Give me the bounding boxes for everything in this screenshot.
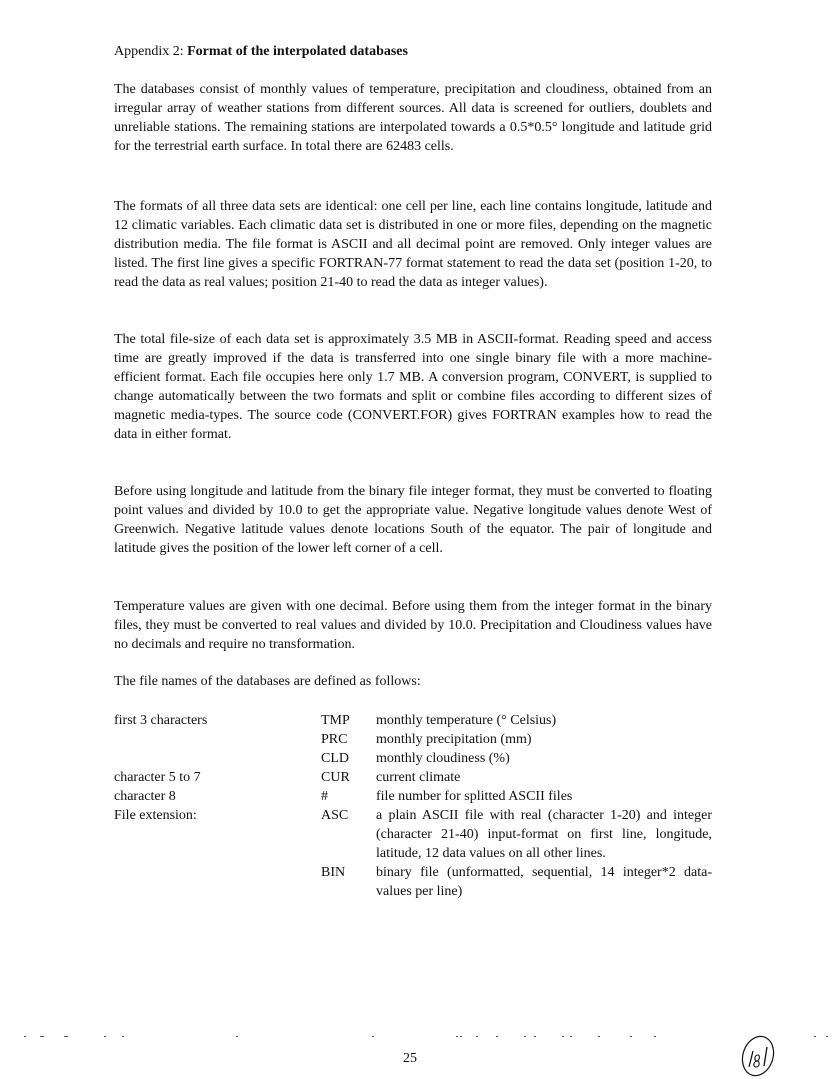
file-name-definition-table bbox=[114, 711, 714, 901]
heading-prefix: Appendix 2: bbox=[114, 44, 188, 59]
code-label: PRC bbox=[321, 732, 348, 747]
table-row bbox=[114, 863, 714, 901]
code-label: TMP bbox=[321, 713, 350, 728]
table-row bbox=[114, 730, 714, 749]
table-row bbox=[114, 711, 714, 730]
position-label: File extension: bbox=[114, 808, 197, 823]
heading-title: Format of the interpolated databases bbox=[187, 44, 408, 59]
code-description: current climate bbox=[376, 770, 461, 785]
paragraph-file-names-intro: The file names of the databases are defined as follows: bbox=[114, 674, 421, 689]
paragraph-file-format: The formats of all three data sets are identical: one cell per line, each line contains longitude, latitude and 12 climatic variables. Each climatic data set is distributed in one or more files, depending on the magnetic distribution media. The file format is ASCII and all decimal point are removed. Only integer values are listed. The first line gives a specific FORTRAN-77 format statement to read the data set (position 1-20, to read the data as real values; position 21-40 to read the data as integer values). bbox=[114, 199, 712, 290]
code-description: monthly temperature (° Celsius) bbox=[376, 713, 557, 728]
code-description: a plain ASCII file with real (character 1-20) and integer (character 21-40) input-format on first line, longitude, latitude, 12 data values on all other lines. bbox=[376, 808, 712, 861]
table-row bbox=[114, 806, 714, 863]
handwritten-page-stamp-icon bbox=[737, 1033, 779, 1079]
appendix-heading bbox=[114, 42, 408, 62]
table-row bbox=[114, 749, 714, 768]
paragraph-database-overview: The databases consist of monthly values of temperature, precipitation and cloudiness, obtained from an irregular array of weather stations from different sources. All data is screened for outliers, doublets and unreliable stations. The remaining stations are interpolated towards a 0.5*0.5° longitude and latitude grid for the terrestrial earth surface. In total there are 62483 cells. bbox=[114, 82, 712, 154]
position-label: character 8 bbox=[114, 789, 176, 804]
code-description: monthly precipitation (mm) bbox=[376, 732, 532, 747]
page-number: 25 bbox=[403, 1051, 417, 1066]
code-label: CLD bbox=[321, 751, 349, 766]
code-label: ASC bbox=[321, 808, 349, 823]
code-description: binary file (unformatted, sequential, 14 integer*2 data-values per line) bbox=[376, 865, 712, 899]
code-description: monthly cloudiness (%) bbox=[376, 751, 510, 766]
code-description: file number for splitted ASCII files bbox=[376, 789, 573, 804]
scan-artifact-dots bbox=[0, 1036, 832, 1038]
code-label: # bbox=[321, 789, 328, 804]
paragraph-temperature-values: Temperature values are given with one decimal. Before using them from the integer format in the binary files, they must be converted to real values and divided by 10.0. Precipitation and Cloudiness values have no decimals and require no transformation. bbox=[114, 599, 712, 652]
table-row bbox=[114, 768, 714, 787]
code-label: BIN bbox=[321, 865, 346, 880]
position-label: first 3 characters bbox=[114, 713, 208, 728]
paragraph-longitude-latitude: Before using longitude and latitude from the binary file integer format, they must be converted to floating point values and divided by 10.0 to get the appropriate value. Negative longitude values denote West of Greenwich. Negative latitude values denote locations South of the equator. The pair of longitude and latitude gives the position of the lower left corner of a cell. bbox=[114, 484, 712, 556]
paragraph-file-size-conversion: The total file-size of each data set is approximately 3.5 MB in ASCII-format. Reading speed and access time are greatly improved if the data is transferred into one single binary file with a more machine-efficient format. Each file occupies here only 1.7 MB. A conversion program, CONVERT, is supplied to change automatically between the two formats and split or combine files according to different sizes of magnetic media-types. The source code (CONVERT.FOR) gives FORTRAN examples how to read the data in either format. bbox=[114, 332, 712, 442]
code-label: CUR bbox=[321, 770, 350, 785]
position-label: character 5 to 7 bbox=[114, 770, 201, 785]
table-row bbox=[114, 787, 714, 806]
